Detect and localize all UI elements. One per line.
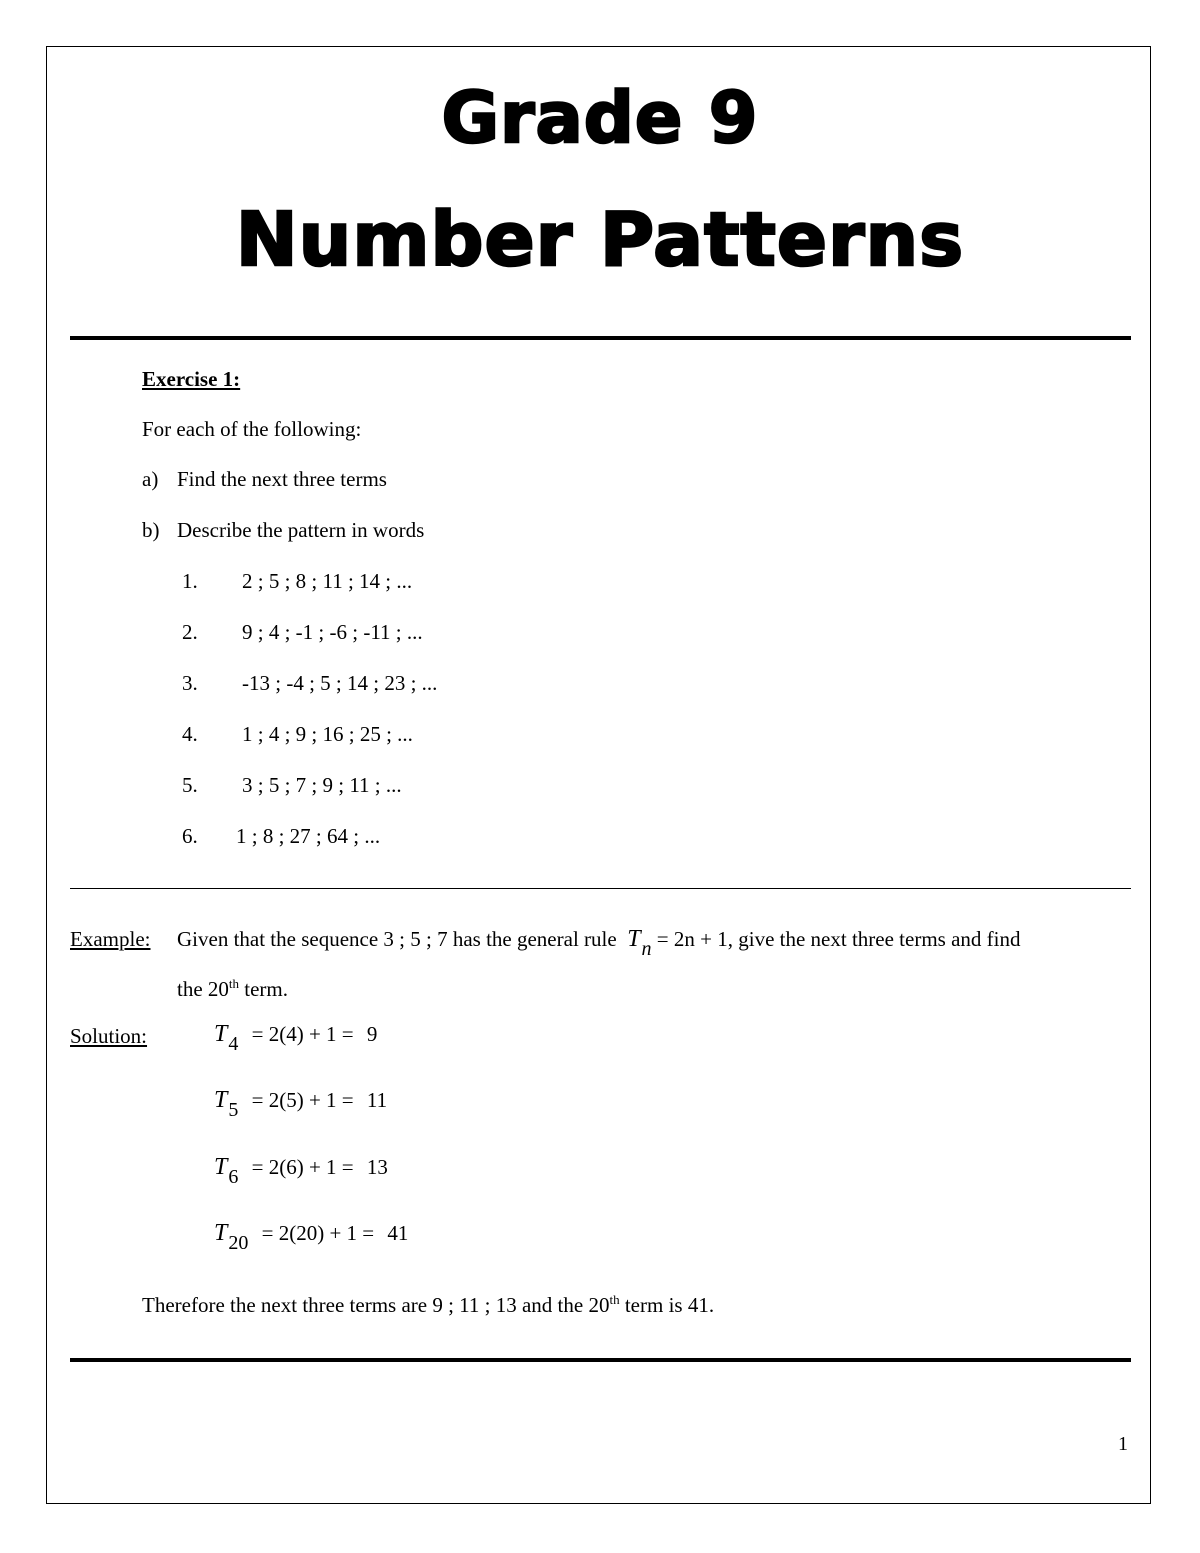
sequence-terms: 2 ; 5 ; 8 ; 11 ; 14 ; ...: [242, 569, 413, 593]
sequence-number: 4.: [182, 722, 198, 746]
solution-label: Solution:: [70, 1024, 148, 1048]
solution-row: T5 = 2(5) + 1 = 11: [214, 1087, 388, 1121]
sequence-terms: 3 ; 5 ; 7 ; 9 ; 11 ; ...: [242, 773, 402, 797]
exercise-intro: For each of the following:: [142, 417, 362, 441]
section-divider: [70, 888, 1131, 889]
top-divider: [70, 336, 1131, 340]
solution-row: T6 = 2(6) + 1 = 13: [214, 1154, 388, 1188]
sequence-number: 2.: [182, 620, 198, 644]
sequence-terms: 1 ; 8 ; 27 ; 64 ; ...: [236, 824, 381, 848]
example-label: Example:: [70, 927, 151, 951]
solution-conclusion: Therefore the next three terms are 9 ; 11 ; 13 and the 20th term is 41.: [142, 1292, 715, 1317]
part-text-b: Describe the pattern in words: [177, 518, 425, 542]
part-text-a: Find the next three terms: [177, 467, 387, 491]
sequence-number: 6.: [182, 824, 198, 848]
title-line-1: Grade 9: [441, 77, 759, 159]
example-line-2: the 20th term.: [177, 976, 289, 1001]
part-label-a: a): [142, 467, 159, 491]
sequence-number: 1.: [182, 569, 198, 593]
example-line-1: [177, 926, 1021, 960]
example-text-after: , give the next three terms and find: [727, 927, 1021, 951]
sequence-number: 5.: [182, 773, 198, 797]
exercise-heading: Exercise 1:: [142, 367, 241, 391]
page-number: 1: [1118, 1433, 1128, 1455]
bottom-divider: [70, 1358, 1131, 1362]
sequence-number: 3.: [182, 671, 198, 695]
solution-row: T4 = 2(4) + 1 = 9: [214, 1021, 378, 1055]
solution-row: T20 = 2(20) + 1 = 41: [214, 1220, 409, 1254]
example-rule: Tn = 2n + 1: [627, 926, 728, 960]
title-line-2: Number Patterns: [235, 197, 965, 283]
sequence-terms: -13 ; -4 ; 5 ; 14 ; 23 ; ...: [242, 671, 438, 695]
part-label-b: b): [142, 518, 160, 542]
example-text-before: Given that the sequence 3 ; 5 ; 7 has the general rule: [177, 927, 617, 951]
sequence-terms: 9 ; 4 ; -1 ; -6 ; -11 ; ...: [242, 620, 423, 644]
sequence-terms: 1 ; 4 ; 9 ; 16 ; 25 ; ...: [242, 722, 413, 746]
